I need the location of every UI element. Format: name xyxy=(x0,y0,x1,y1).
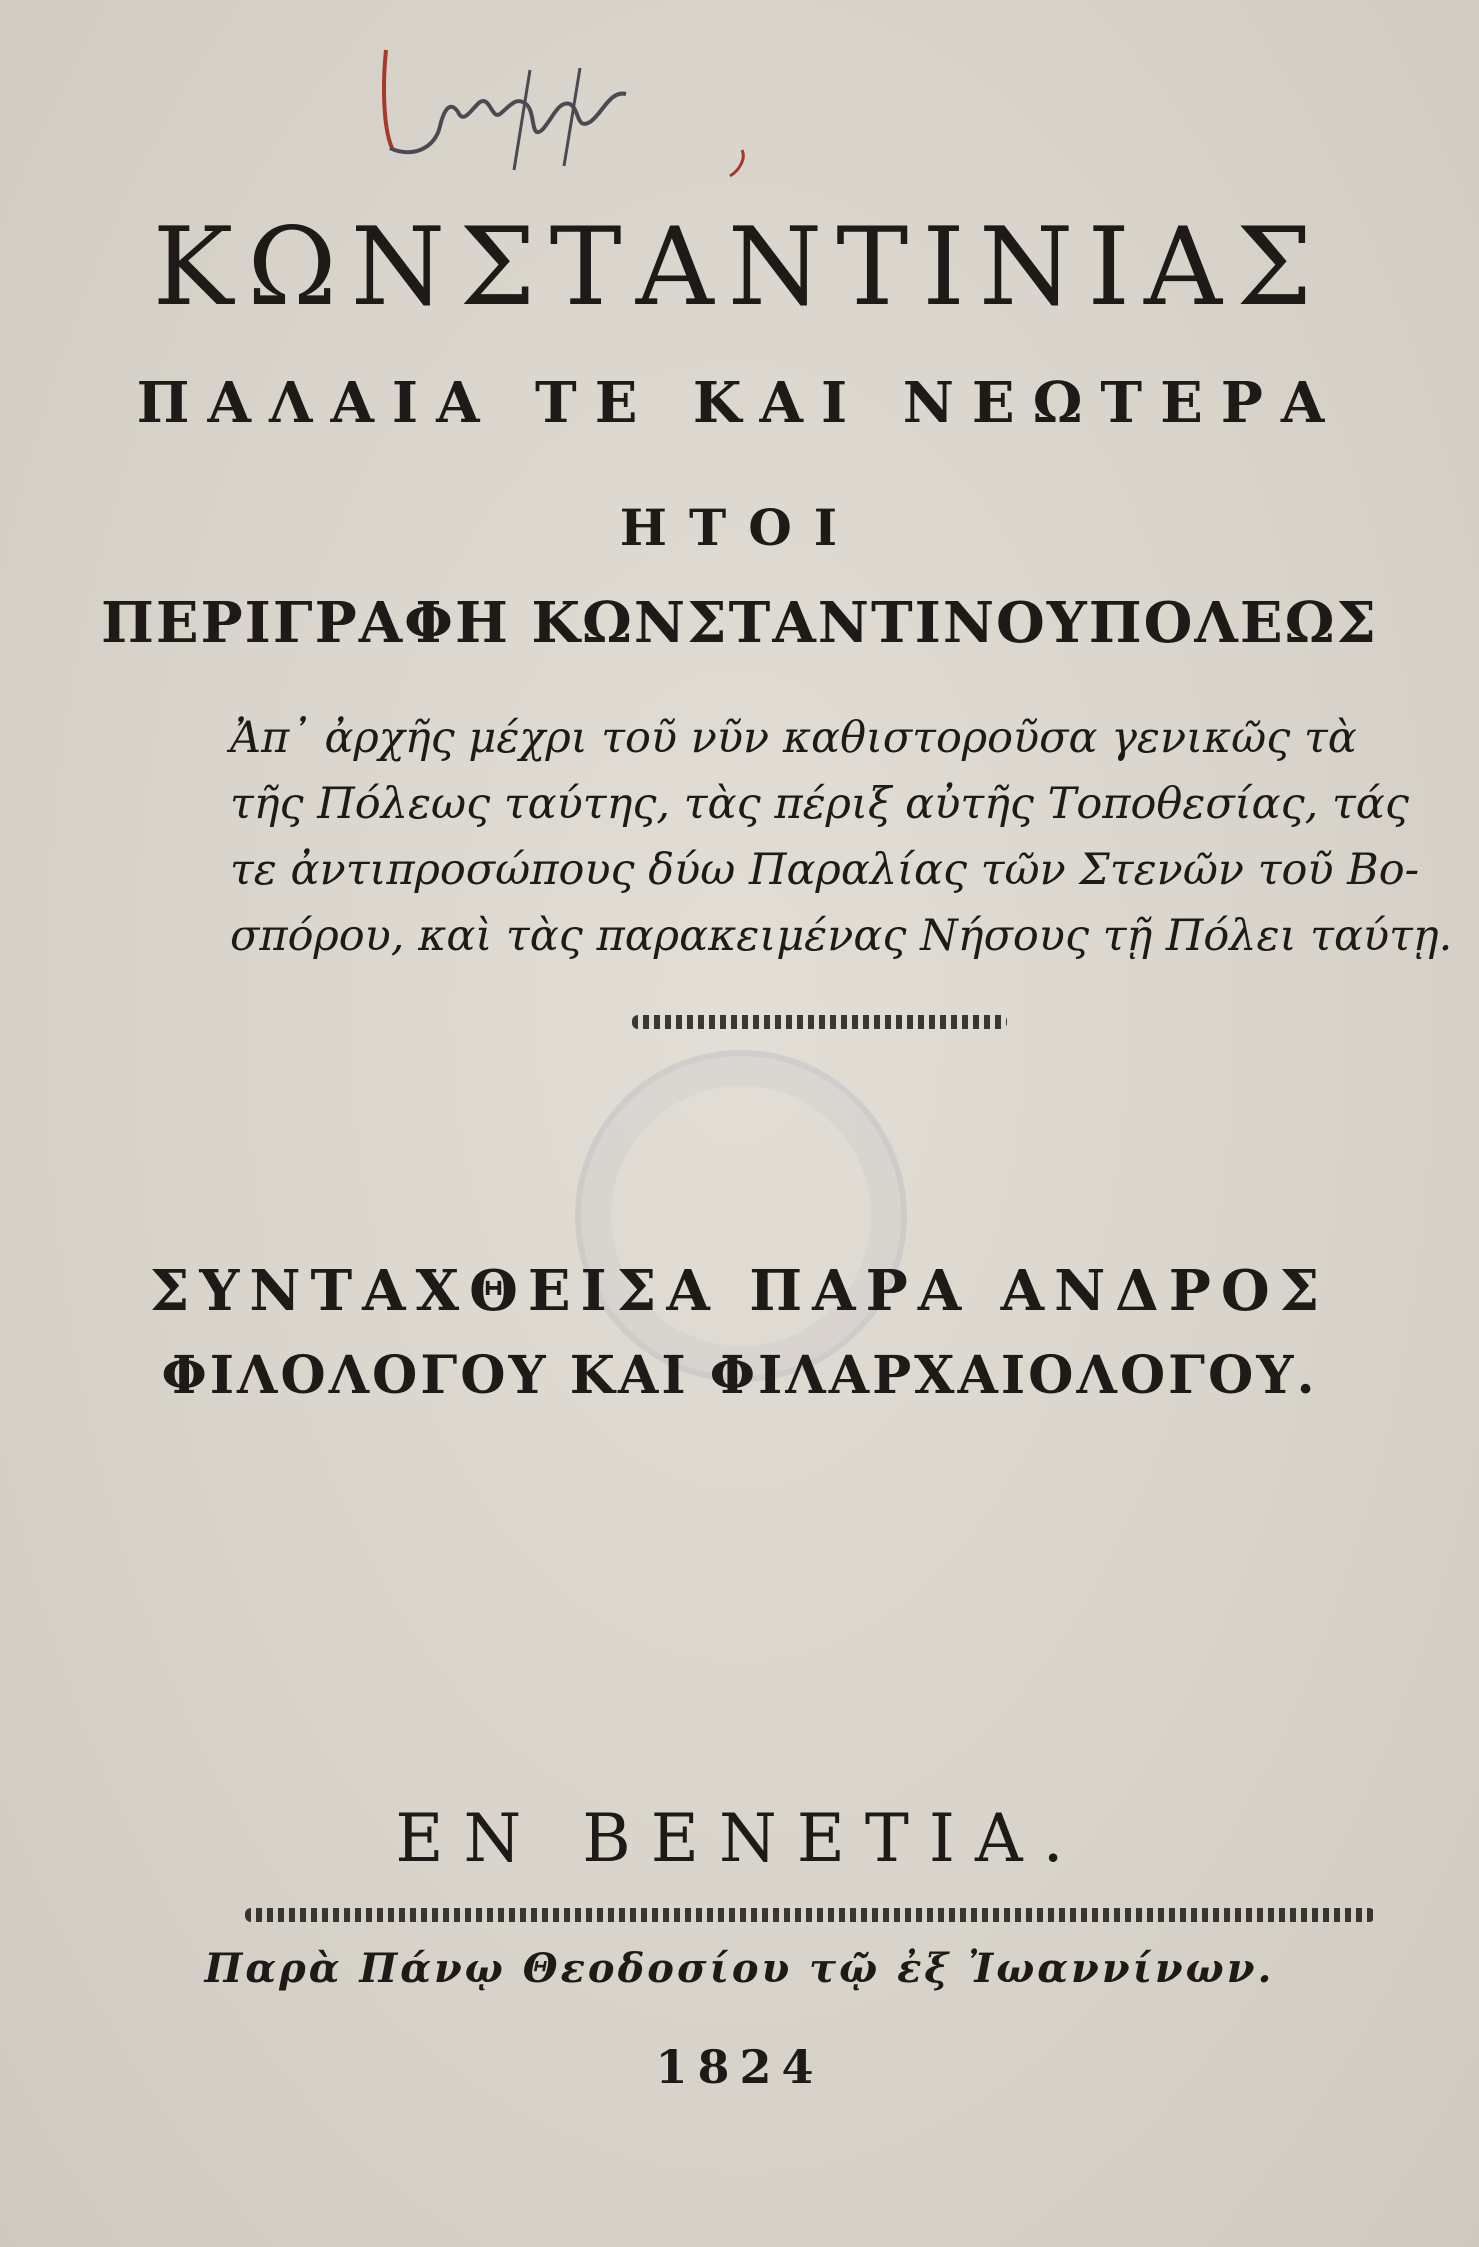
description-line: Ἀπ᾽ ἀρχῆς μέχρι τοῦ νῦν καθιστοροῦσα γενικῶς τὰ xyxy=(230,713,1357,763)
publication-year: 1824 xyxy=(655,2040,824,2094)
printer-line: Παρὰ Πάνῳ Θεοδοσίου τῷ ἐξ Ἰωαννίνων. xyxy=(204,1945,1275,1992)
book-subtitle: ΠΑΛΑΙΑ ΤΕ ΚΑΙ ΝΕΩΤΕΡΑ xyxy=(136,370,1343,436)
publication-place: ΕΝ ΒΕΝΕΤΙΑ. xyxy=(395,1800,1084,1877)
book-title: ΚΩΝΣΤΑΝΤΙΝΙΑΣ xyxy=(152,205,1327,330)
description-line: σπόρου, καὶ τὰς παρακειμένας Νήσους τῇ Πόλει ταύτῃ. xyxy=(230,911,1453,961)
description-line: τῆς Πόλεως ταύτης, τὰς πέριξ αὐτῆς Τοποθεσίας, τάς xyxy=(230,779,1409,829)
description-title: ΠΕΡΙΓΡΑΦΗ ΚΩΝΣΤΑΝΤΙΝΟΥΠΟΛΕΩΣ xyxy=(100,590,1379,656)
conjunction-line: ΗΤΟΙ xyxy=(619,498,860,557)
ornamental-rule xyxy=(245,1908,1375,1922)
author-line-1: ΣΥΝΤΑΧΘΕΙΣΑ ΠΑΡΑ ΑΝΔΡΟΣ xyxy=(149,1258,1330,1324)
author-line-2: ΦΙΛΟΛΟΓΟΥ ΚΑΙ ΦΙΛΑΡΧΑΙΟΛΟΓΟΥ. xyxy=(161,1345,1318,1406)
description-paragraph xyxy=(230,705,1453,969)
description-line: τε ἀντιπροσώπους δύω Παραλίας τῶν Στενῶν τοῦ Βο- xyxy=(230,845,1420,895)
ornamental-rule xyxy=(632,1015,1007,1029)
library-stamp xyxy=(575,1050,907,1382)
handwritten-signature xyxy=(380,30,760,180)
